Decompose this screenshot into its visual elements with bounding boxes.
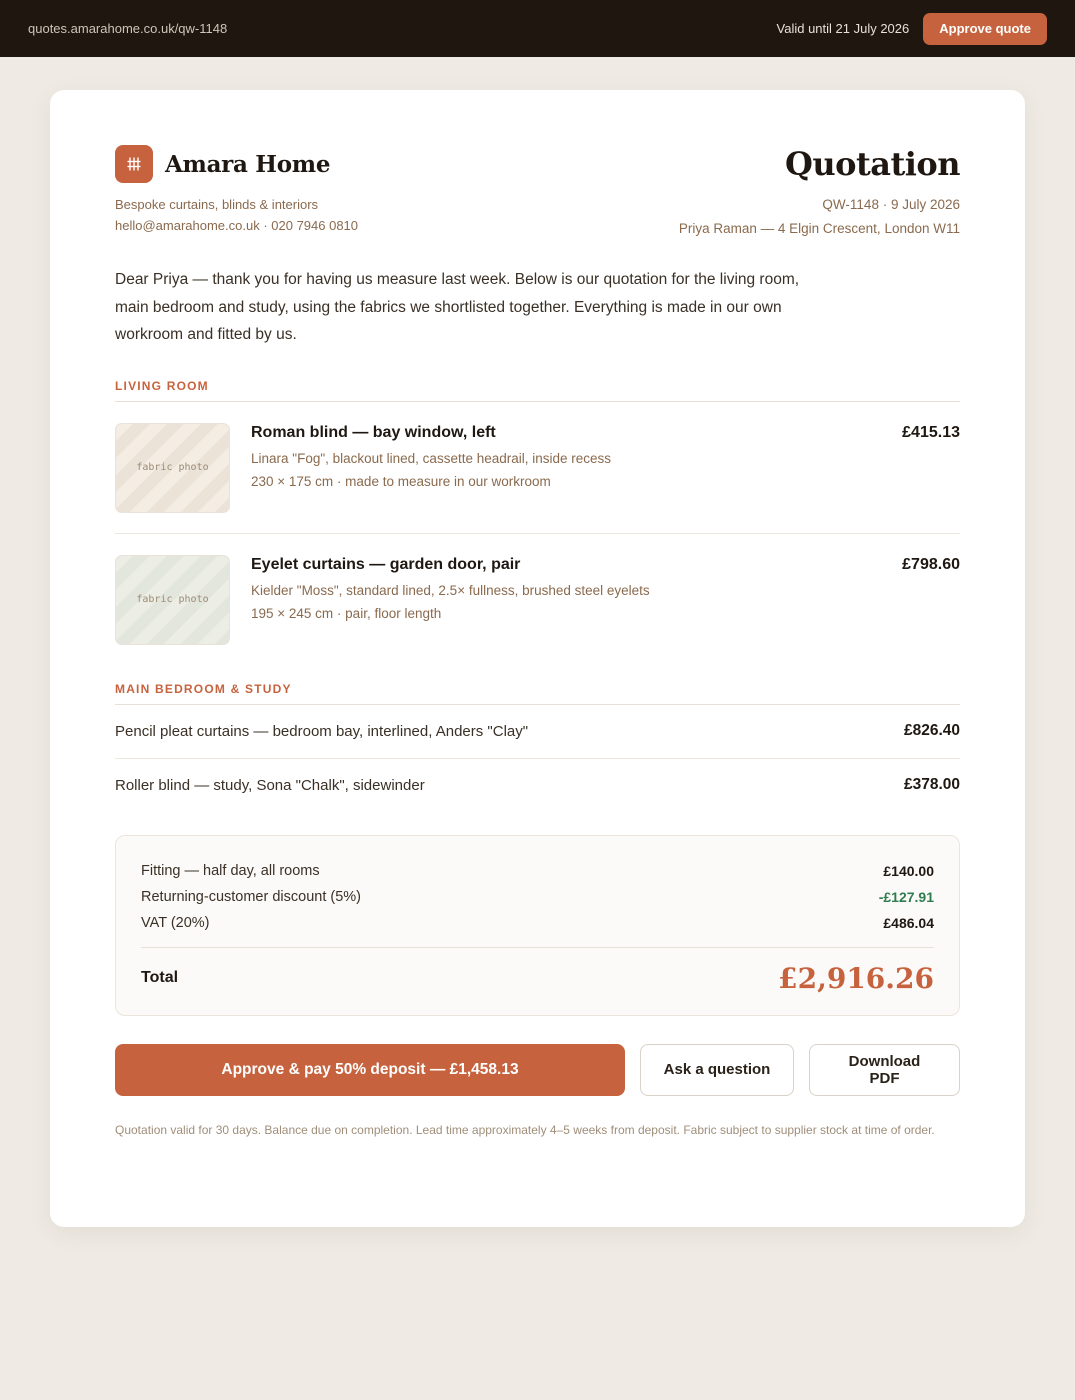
- download-pdf-button[interactable]: Download PDF: [809, 1044, 960, 1096]
- list-item-label: Roller blind — study, Sona "Chalk", sidewinder: [115, 776, 425, 794]
- page-title: Quotation: [784, 145, 960, 183]
- line-item: [115, 534, 960, 665]
- line-item-size: 195 × 245 cm · pair, floor length: [251, 605, 442, 621]
- quote-header: [115, 145, 960, 236]
- totals-line: [141, 884, 934, 910]
- quote-reference: QW-1148 · 9 July 2026: [822, 197, 960, 212]
- valid-until-text: Valid until 21 July 2026: [776, 21, 910, 36]
- totals-line-value: £140.00: [883, 862, 934, 879]
- fabric-photo: fabric photo: [115, 423, 230, 513]
- brand-tagline: Bespoke curtains, blinds & interiors: [115, 197, 319, 212]
- section-bedroom-study: MAIN BEDROOM & STUDY: [115, 682, 960, 705]
- list-item-price: £826.40: [903, 722, 960, 739]
- totals-line-label: Fitting — half day, all rooms: [141, 862, 320, 879]
- page-url: quotes.amarahome.co.uk/qw-1148: [28, 21, 228, 36]
- line-item-price: £415.13: [902, 423, 960, 441]
- total-value: £2,916.26: [778, 961, 934, 995]
- totals-line-value: £486.04: [883, 914, 934, 931]
- totals-panel: [115, 835, 960, 1016]
- approve-pay-deposit-button[interactable]: Approve & pay 50% deposit — £1,458.13: [115, 1044, 625, 1096]
- brand-contact: hello@amarahome.co.uk · 020 7946 0810: [115, 218, 359, 233]
- totals-line-label: VAT (20%): [141, 914, 210, 931]
- ask-question-button[interactable]: Ask a question: [640, 1044, 794, 1096]
- section-living-room: LIVING ROOM: [115, 379, 960, 402]
- totals-line: [141, 910, 934, 936]
- brand-block: [115, 145, 358, 236]
- fabric-photo: fabric photo: [115, 555, 230, 645]
- list-item: [115, 759, 960, 812]
- discount-value: -£127.91: [878, 888, 934, 905]
- line-item-details: [251, 555, 902, 621]
- list-item-price: £378.00: [903, 776, 960, 793]
- intro-text: Dear Priya — thank you for having us measure last week. Below is our quotation for the living room, main bedroom and study, using the fabrics we shortlisted together. Everything is made in our own workroom and fitted by us.: [115, 271, 800, 343]
- line-item-spec: Linara "Fog", blackout lined, cassette headrail, inside recess: [251, 450, 612, 466]
- brand-name: Amara Home: [165, 150, 331, 178]
- totals-line-label: Returning-customer discount (5%): [141, 888, 362, 905]
- list-item: [115, 705, 960, 759]
- quotation-card: [50, 90, 1025, 1227]
- line-item: [115, 402, 960, 534]
- grand-total: [141, 962, 934, 995]
- totals-divider: [141, 947, 934, 948]
- approve-quote-button[interactable]: Approve quote: [923, 13, 1047, 45]
- terms-footnote: Quotation valid for 30 days. Balance due on completion. Lead time approximately 4–5 weeks from deposit. Fabric subject to supplier stock at time of order.: [115, 1122, 935, 1137]
- total-label: Total: [141, 969, 179, 986]
- doc-info: [679, 145, 960, 236]
- line-item-price: £798.60: [902, 555, 960, 573]
- brand: [115, 145, 358, 183]
- top-bar-actions: [777, 13, 1047, 45]
- grid-hash-icon: [115, 145, 153, 183]
- line-item-title: Eyelet curtains — garden door, pair: [251, 555, 521, 573]
- list-item-label: Pencil pleat curtains — bedroom bay, interlined, Anders "Clay": [115, 722, 529, 740]
- line-item-details: [251, 423, 902, 489]
- line-item-size: 230 × 175 cm · made to measure in our workroom: [251, 473, 551, 489]
- top-bar: [0, 0, 1075, 57]
- line-item-spec: Kielder "Moss", standard lined, 2.5× fullness, brushed steel eyelets: [251, 582, 650, 598]
- client-address: Priya Raman — 4 Elgin Crescent, London W11: [678, 221, 960, 236]
- line-item-title: Roman blind — bay window, left: [251, 423, 496, 441]
- totals-line: [141, 858, 934, 884]
- action-buttons: [115, 1044, 960, 1096]
